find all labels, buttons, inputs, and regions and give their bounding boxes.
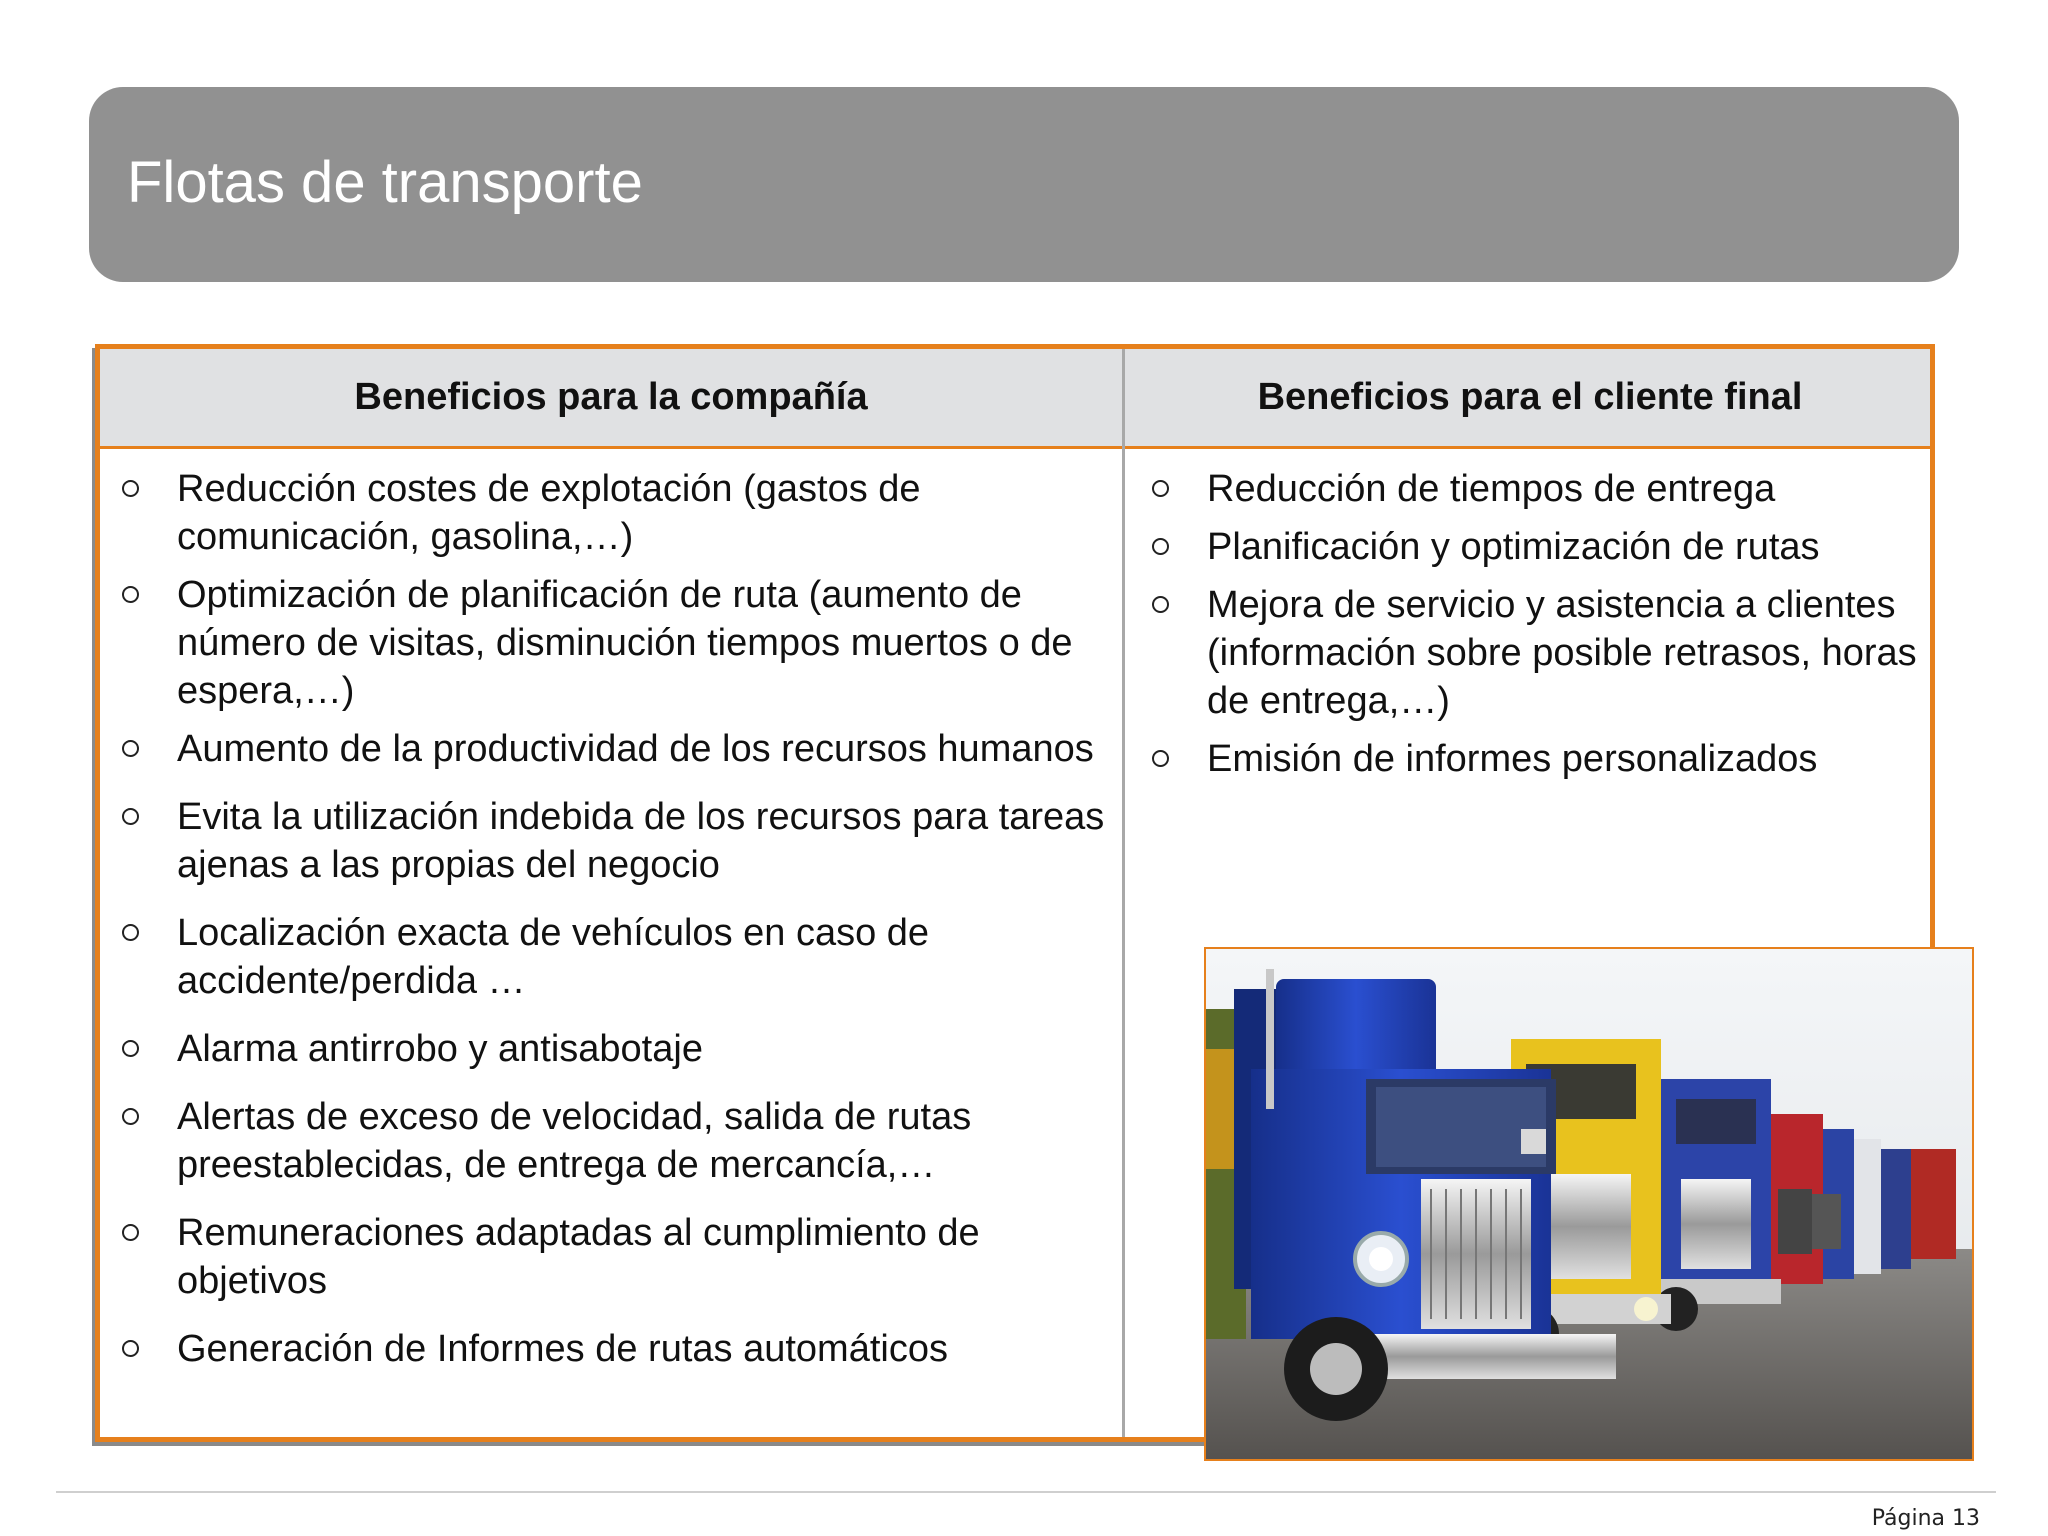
third-truck: [1654, 1079, 1781, 1331]
list-item-text: Optimización de planificación de ruta (aumento de número de visitas, disminución tiempos muertos o de espera,…): [177, 574, 1073, 712]
slide-title: Flotas de transporte: [127, 150, 643, 215]
table-header-row: [100, 349, 1930, 449]
circle-bullet-icon: [122, 1340, 139, 1357]
circle-bullet-icon: [122, 1224, 139, 1241]
circle-bullet-icon: [1152, 750, 1169, 767]
title-bar: [89, 87, 1959, 282]
circle-bullet-icon: [1152, 480, 1169, 497]
circle-bullet-icon: [122, 924, 139, 941]
client-benefits-list: [1130, 465, 1920, 783]
list-item-text: Aumento de la productividad de los recursos humanos: [177, 728, 1094, 770]
circle-bullet-icon: [122, 586, 139, 603]
list-item: [1130, 523, 1920, 571]
list-item: [1130, 465, 1920, 513]
list-item-text: Reducción costes de explotación (gastos de comunicación, gasolina,…): [177, 468, 921, 558]
list-item-text: Alarma antirrobo y antisabotaje: [177, 1028, 703, 1070]
list-item: [100, 1025, 1110, 1073]
circle-bullet-icon: [1152, 596, 1169, 613]
list-item-text: Planificación y optimización de rutas: [1207, 526, 1820, 568]
list-item: [1130, 581, 1920, 725]
list-item-text: Mejora de servicio y asistencia a clientes (información sobre posible retrasos, horas de entrega,…): [1207, 584, 1917, 722]
company-benefits-list: [100, 465, 1110, 1373]
circle-bullet-icon: [122, 1108, 139, 1125]
list-item-text: Reducción de tiempos de entrega: [1207, 468, 1776, 510]
list-item-text: Remuneraciones adaptadas al cumplimiento de objetivos: [177, 1212, 980, 1302]
list-item: [1130, 735, 1920, 783]
list-item: [100, 909, 1110, 1005]
circle-bullet-icon: [122, 740, 139, 757]
list-item: [100, 465, 1110, 561]
header-client-benefits: Beneficios para el cliente final: [1257, 376, 1803, 418]
circle-bullet-icon: [122, 480, 139, 497]
list-item: [100, 793, 1110, 889]
list-item: [100, 1325, 1110, 1373]
list-item-text: Localización exacta de vehículos en caso de accidente/perdida …: [177, 912, 930, 1002]
list-item: [100, 1093, 1110, 1189]
truck-fleet-photo: [1204, 947, 1974, 1461]
truck-fleet-illustration: [1206, 949, 1972, 1459]
circle-bullet-icon: [122, 1040, 139, 1057]
list-item-text: Evita la utilización indebida de los recursos para tareas ajenas a las propias del negocio: [177, 796, 1105, 886]
list-item-text: Emisión de informes personalizados: [1207, 738, 1818, 780]
header-company-benefits: Beneficios para la compañía: [354, 376, 868, 418]
page-number: Página 13: [1871, 1506, 1980, 1531]
list-item: [100, 571, 1110, 715]
circle-bullet-icon: [122, 808, 139, 825]
circle-bullet-icon: [1152, 538, 1169, 555]
list-item-text: Generación de Informes de rutas automáticos: [177, 1328, 948, 1370]
list-item: [100, 725, 1110, 773]
list-item: [100, 1209, 1110, 1305]
footer-divider: [56, 1491, 1996, 1493]
list-item-text: Alertas de exceso de velocidad, salida de rutas preestablecidas, de entrega de mercancía,…: [177, 1096, 972, 1186]
column-divider: [1122, 349, 1125, 1437]
